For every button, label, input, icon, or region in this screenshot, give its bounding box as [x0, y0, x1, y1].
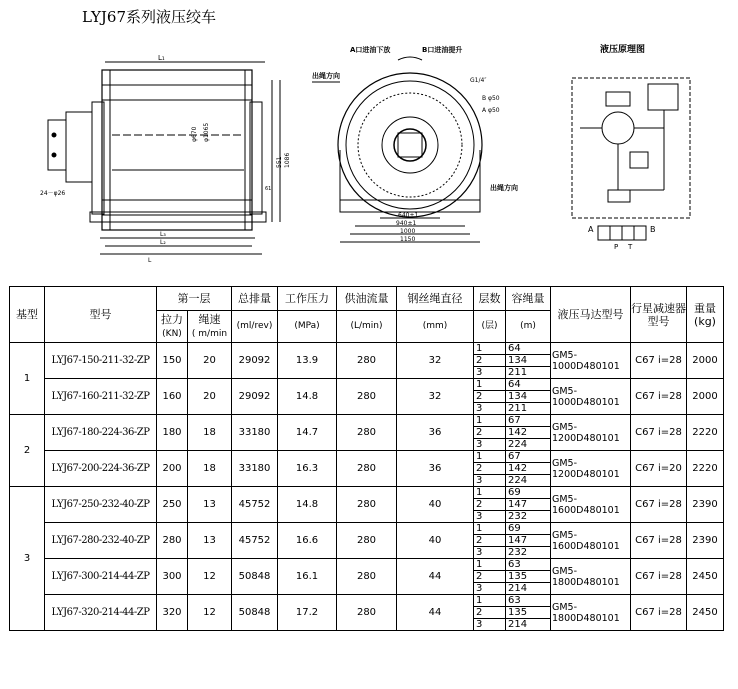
model-cell: LYJ67-250-232-40-ZP — [45, 487, 157, 523]
port-a: A φ50 — [482, 107, 500, 114]
reducer-cell: C67 i=28 — [631, 523, 687, 559]
dim-1150: 1150 — [400, 236, 416, 243]
capacity-cell: 232 — [506, 511, 551, 523]
layer-cell: 1 — [474, 415, 506, 427]
weight-cell: 2220 — [687, 415, 724, 451]
speed-cell: 20 — [188, 379, 232, 415]
capacity-cell: 135 — [506, 571, 551, 583]
capacity-cell: 211 — [506, 403, 551, 415]
speed-cell: 13 — [188, 487, 232, 523]
motor-cell: GM5-1800D480101 — [551, 595, 631, 631]
reducer-cell: C67 i=28 — [631, 343, 687, 379]
flow-cell: 280 — [337, 559, 397, 595]
reducer-cell: C67 i=28 — [631, 595, 687, 631]
capacity-cell: 63 — [506, 559, 551, 571]
displacement-cell: 33180 — [232, 415, 278, 451]
table-row — [10, 343, 724, 355]
group-cell: 1 — [10, 343, 45, 415]
speed-cell: 18 — [188, 451, 232, 487]
pressure-cell: 16.6 — [278, 523, 337, 559]
header-rope-unit: (mm) — [397, 311, 474, 343]
motor-cell: GM5-1600D480101 — [551, 487, 631, 523]
layer-cell: 2 — [474, 535, 506, 547]
speed-cell: 12 — [188, 595, 232, 631]
capacity-cell: 67 — [506, 415, 551, 427]
schematic-port-a: A — [588, 225, 594, 234]
layer-cell: 3 — [474, 367, 506, 379]
weight-cell: 2220 — [687, 451, 724, 487]
header-flow-unit: (L/min) — [337, 311, 397, 343]
weight-cell: 2390 — [687, 487, 724, 523]
capacity-cell: 211 — [506, 367, 551, 379]
rope-cell: 44 — [397, 595, 474, 631]
weight-cell: 2450 — [687, 559, 724, 595]
header-speed-label: 绳速 — [198, 312, 221, 326]
model-cell: LYJ67-320-214-44-ZP — [45, 595, 157, 631]
header-base: 基型 — [10, 287, 45, 343]
hydraulic-schematic — [560, 40, 700, 250]
group-cell: 2 — [10, 415, 45, 487]
rope-cell: 44 — [397, 559, 474, 595]
label-a-port: A口进油下放 — [350, 46, 391, 54]
schematic-title: 液压原理图 — [600, 45, 646, 55]
dim-940: 940±1 — [396, 220, 417, 227]
capacity-cell: 224 — [506, 439, 551, 451]
layer-cell: 1 — [474, 487, 506, 499]
pressure-cell: 16.3 — [278, 451, 337, 487]
dim-l1: L₁ — [158, 54, 165, 62]
spec-table — [9, 286, 724, 631]
speed-cell: 18 — [188, 415, 232, 451]
front-view-drawing — [310, 40, 525, 265]
capacity-cell: 69 — [506, 523, 551, 535]
model-cell: LYJ67-300-214-44-ZP — [45, 559, 157, 595]
pressure-cell: 13.9 — [278, 343, 337, 379]
model-cell: LYJ67-280-232-40-ZP — [45, 523, 157, 559]
capacity-cell: 63 — [506, 595, 551, 607]
schematic-port-p: P — [614, 243, 619, 251]
layer-cell: 1 — [474, 451, 506, 463]
layer-cell: 2 — [474, 463, 506, 475]
header-flow: 供油流量 — [337, 287, 397, 311]
capacity-cell: 134 — [506, 391, 551, 403]
rope-cell: 40 — [397, 487, 474, 523]
dim-1086: 1086 — [284, 152, 291, 168]
header-capacity: 容绳量 — [506, 287, 551, 311]
flow-cell: 280 — [337, 523, 397, 559]
table-row — [10, 487, 724, 499]
capacity-cell: 67 — [506, 451, 551, 463]
header-weight — [687, 287, 724, 343]
dim-640: 640±1 — [398, 212, 419, 219]
rope-cell: 32 — [397, 379, 474, 415]
pressure-cell: 14.7 — [278, 415, 337, 451]
header-capacity-unit: (m) — [506, 311, 551, 343]
layer-cell: 2 — [474, 607, 506, 619]
header-layers: 层数 — [474, 287, 506, 311]
header-pull-unit: (KN) — [162, 328, 182, 339]
model-cell: LYJ67-160-211-32-ZP — [45, 379, 157, 415]
rope-cell: 36 — [397, 415, 474, 451]
capacity-cell: 134 — [506, 355, 551, 367]
weight-cell: 2450 — [687, 595, 724, 631]
layer-cell: 2 — [474, 355, 506, 367]
document-title: LYJ67系列液压绞车 — [82, 8, 217, 26]
table-row — [10, 415, 724, 427]
header-motor: 液压马达型号 — [551, 287, 631, 343]
header-rope: 钢丝绳直径 — [397, 287, 474, 311]
dim-l3: L₃ — [160, 231, 166, 238]
layer-cell: 2 — [474, 499, 506, 511]
pull-cell: 180 — [157, 415, 188, 451]
layer-cell: 1 — [474, 595, 506, 607]
speed-cell: 12 — [188, 559, 232, 595]
layer-cell: 2 — [474, 391, 506, 403]
flow-cell: 280 — [337, 487, 397, 523]
table-row — [10, 523, 724, 535]
dim-holes: 24－φ26 — [40, 190, 66, 197]
displacement-cell: 29092 — [232, 343, 278, 379]
header-pressure-unit: (MPa) — [278, 311, 337, 343]
label-b-port: B口进油提升 — [422, 46, 463, 54]
dim-l2: L₂ — [160, 239, 166, 246]
flow-cell: 280 — [337, 451, 397, 487]
reducer-cell: C67 i=20 — [631, 451, 687, 487]
spec-table-body — [10, 343, 724, 631]
flow-cell: 280 — [337, 415, 397, 451]
layer-cell: 1 — [474, 559, 506, 571]
capacity-cell: 64 — [506, 343, 551, 355]
pull-cell: 300 — [157, 559, 188, 595]
capacity-cell: 135 — [506, 607, 551, 619]
header-first-layer: 第一层 — [157, 287, 232, 311]
motor-cell: GM5-1200D480101 — [551, 451, 631, 487]
header-pull — [157, 311, 188, 343]
rope-cell: 32 — [397, 343, 474, 379]
table-row — [10, 559, 724, 571]
table-row — [10, 379, 724, 391]
displacement-cell: 45752 — [232, 523, 278, 559]
dim-1000: 1000 — [400, 228, 416, 235]
pull-cell: 160 — [157, 379, 188, 415]
capacity-cell: 224 — [506, 475, 551, 487]
header-pull-label: 拉力 — [161, 312, 183, 326]
header-weight-unit: (kg) — [694, 314, 716, 328]
speed-cell: 20 — [188, 343, 232, 379]
layer-cell: 3 — [474, 439, 506, 451]
displacement-cell: 45752 — [232, 487, 278, 523]
layer-cell: 1 — [474, 343, 506, 355]
weight-cell: 2000 — [687, 343, 724, 379]
rope-direction-left: 出绳方向 — [312, 72, 340, 80]
reducer-cell: C67 i=28 — [631, 487, 687, 523]
header-reducer: 行星减速器型号 — [631, 287, 687, 343]
motor-cell: GM5-1200D480101 — [551, 415, 631, 451]
pull-cell: 150 — [157, 343, 188, 379]
schematic-port-b: B — [650, 225, 656, 234]
layer-cell: 3 — [474, 475, 506, 487]
pull-cell: 280 — [157, 523, 188, 559]
motor-cell: GM5-1800D480101 — [551, 559, 631, 595]
table-row — [10, 595, 724, 607]
port-b: B φ50 — [482, 95, 500, 102]
flow-cell: 280 — [337, 595, 397, 631]
layer-cell: 3 — [474, 547, 506, 559]
displacement-cell: 29092 — [232, 379, 278, 415]
layer-cell: 3 — [474, 403, 506, 415]
model-cell: LYJ67-180-224-36-ZP — [45, 415, 157, 451]
layer-cell: 1 — [474, 523, 506, 535]
layer-cell: 2 — [474, 571, 506, 583]
pressure-cell: 16.1 — [278, 559, 337, 595]
layer-cell: 3 — [474, 619, 506, 631]
flow-cell: 280 — [337, 343, 397, 379]
rope-cell: 36 — [397, 451, 474, 487]
layer-cell: 2 — [474, 427, 506, 439]
rope-cell: 40 — [397, 523, 474, 559]
pressure-cell: 14.8 — [278, 379, 337, 415]
dim-phi1065: φ1065 — [203, 122, 210, 142]
flow-cell: 280 — [337, 379, 397, 415]
layer-cell: 1 — [474, 379, 506, 391]
capacity-cell: 147 — [506, 499, 551, 511]
header-speed-unit: ( m/min — [191, 328, 228, 339]
port-g: G1/4″ — [470, 77, 487, 84]
header-speed — [188, 311, 232, 343]
pressure-cell: 14.8 — [278, 487, 337, 523]
motor-cell: GM5-1000D480101 — [551, 379, 631, 415]
motor-cell: GM5-1000D480101 — [551, 343, 631, 379]
dim-61: 61 — [265, 186, 272, 192]
header-displacement: 总排量 — [232, 287, 278, 311]
displacement-cell: 33180 — [232, 451, 278, 487]
model-cell: LYJ67-200-224-36-ZP — [45, 451, 157, 487]
schematic-port-t: T — [628, 243, 633, 251]
capacity-cell: 214 — [506, 583, 551, 595]
header-layers-unit: (层) — [474, 311, 506, 343]
capacity-cell: 214 — [506, 619, 551, 631]
group-cell: 3 — [10, 487, 45, 631]
header-model: 型号 — [45, 287, 157, 343]
reducer-cell: C67 i=28 — [631, 415, 687, 451]
side-view-drawing — [40, 40, 290, 265]
displacement-cell: 50848 — [232, 595, 278, 631]
pull-cell: 250 — [157, 487, 188, 523]
capacity-cell: 64 — [506, 379, 551, 391]
capacity-cell: 232 — [506, 547, 551, 559]
weight-cell: 2000 — [687, 379, 724, 415]
rope-direction-right: 出绳方向 — [490, 184, 518, 192]
layer-cell: 3 — [474, 583, 506, 595]
capacity-cell: 147 — [506, 535, 551, 547]
pull-cell: 320 — [157, 595, 188, 631]
displacement-cell: 50848 — [232, 559, 278, 595]
header-displacement-unit: (ml/rev) — [232, 311, 278, 343]
capacity-cell: 142 — [506, 427, 551, 439]
reducer-cell: C67 i=28 — [631, 379, 687, 415]
capacity-cell: 142 — [506, 463, 551, 475]
speed-cell: 13 — [188, 523, 232, 559]
table-row — [10, 451, 724, 463]
dim-l: L — [148, 257, 152, 264]
layer-cell: 3 — [474, 511, 506, 523]
weight-cell: 2390 — [687, 523, 724, 559]
pressure-cell: 17.2 — [278, 595, 337, 631]
header-pressure: 工作压力 — [278, 287, 337, 311]
reducer-cell: C67 i=28 — [631, 559, 687, 595]
dim-551: 551 — [276, 156, 283, 168]
motor-cell: GM5-1600D480101 — [551, 523, 631, 559]
pull-cell: 200 — [157, 451, 188, 487]
capacity-cell: 69 — [506, 487, 551, 499]
dim-phi670: φ670 — [191, 126, 198, 142]
header-weight-label: 重量 — [694, 301, 716, 315]
model-cell: LYJ67-150-211-32-ZP — [45, 343, 157, 379]
